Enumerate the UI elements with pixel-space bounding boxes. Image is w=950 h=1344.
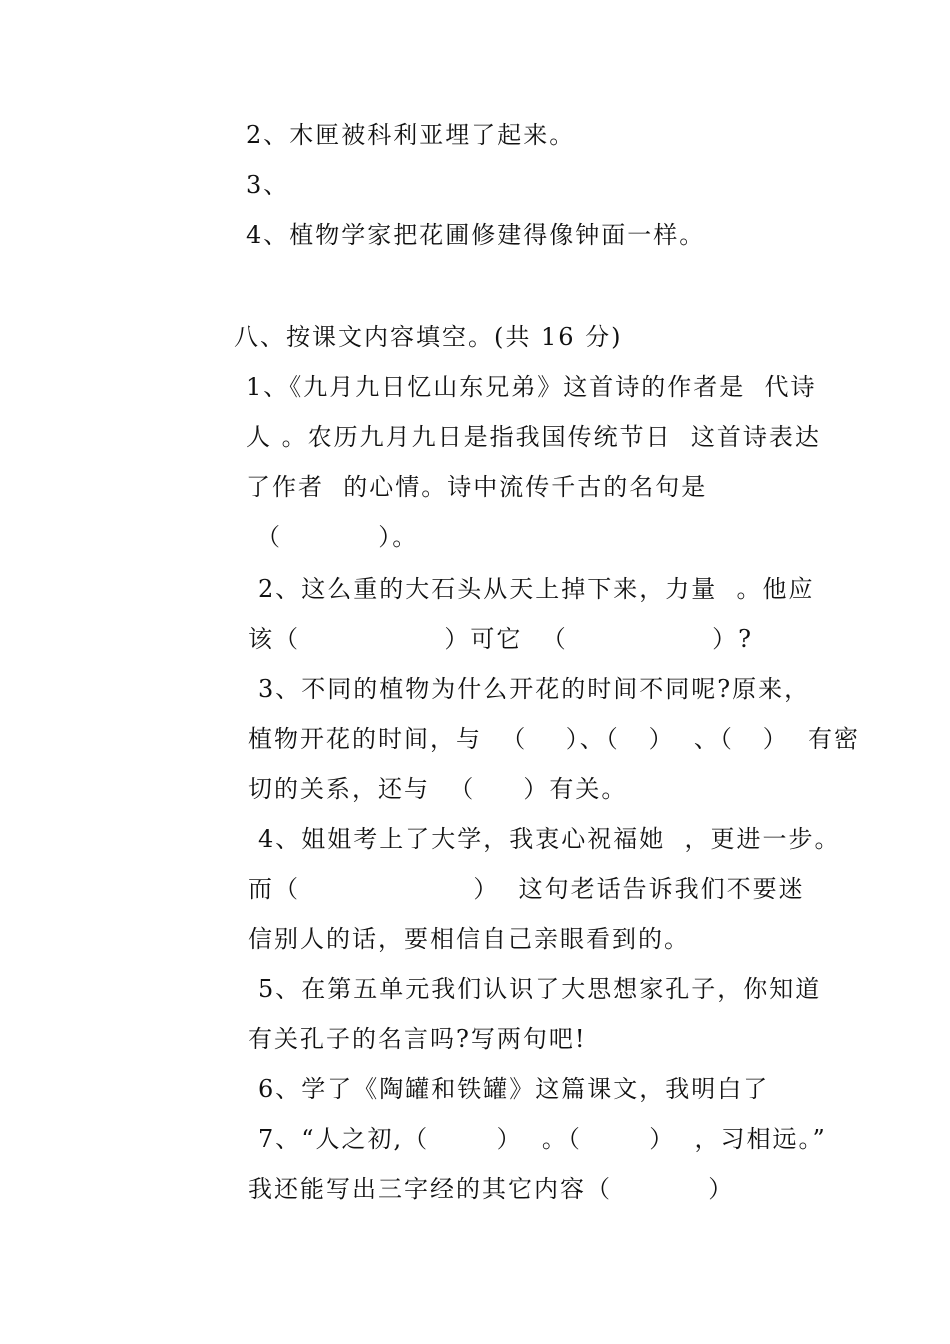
text-line: 切的关系，还与 （ ）有关。	[248, 775, 628, 803]
text-line: 我还能写出三字经的其它内容（ ）	[248, 1175, 735, 1203]
text-line: 7、“人之初,（ ） 。（ ） ，习相远。”	[258, 1125, 827, 1153]
text-line: 4、植物学家把花圃修建得像钟面一样。	[246, 221, 706, 249]
text-line: 3、	[246, 171, 290, 199]
text-line: 信别人的话，要相信自己亲眼看到的。	[248, 925, 690, 953]
text-line: 2、这么重的大石头从天上掉下来，力量 。他应	[258, 575, 815, 603]
section-heading: 八、按课文内容填空。(共 16 分)	[234, 323, 623, 351]
text-line: 该（ ）可它 （ ）?	[248, 625, 753, 653]
text-line: 2、木匣被科利亚埋了起来。	[246, 121, 576, 149]
text-line: 而（ ） 这句老话告诉我们不要迷	[248, 875, 805, 903]
text-line: 5、在第五单元我们认识了大思想家孔子，你知道	[258, 975, 822, 1003]
text-line: 植物开花的时间，与 （ ）、（ ） 、（ ） 有密	[248, 725, 861, 753]
text-line: 1、《九月九日忆山东兄弟》这首诗的作者是 代诗	[246, 373, 817, 401]
text-line: 6、学了《陶罐和铁罐》这篇课文，我明白了	[258, 1075, 770, 1103]
text-line: 了作者 的心情。诗中流传千古的名句是	[246, 473, 708, 501]
text-line: （ ）。	[256, 523, 419, 551]
text-line: 人 。农历九月九日是指我国传统节日 这首诗表达	[246, 423, 821, 451]
text-line: 3、不同的植物为什么开花的时间不同呢?原来，	[258, 675, 811, 703]
text-line: 4、姐姐考上了大学，我衷心祝福她 ，更进一步。	[258, 825, 841, 853]
text-line: 有关孔子的名言吗?写两句吧!	[248, 1025, 587, 1053]
